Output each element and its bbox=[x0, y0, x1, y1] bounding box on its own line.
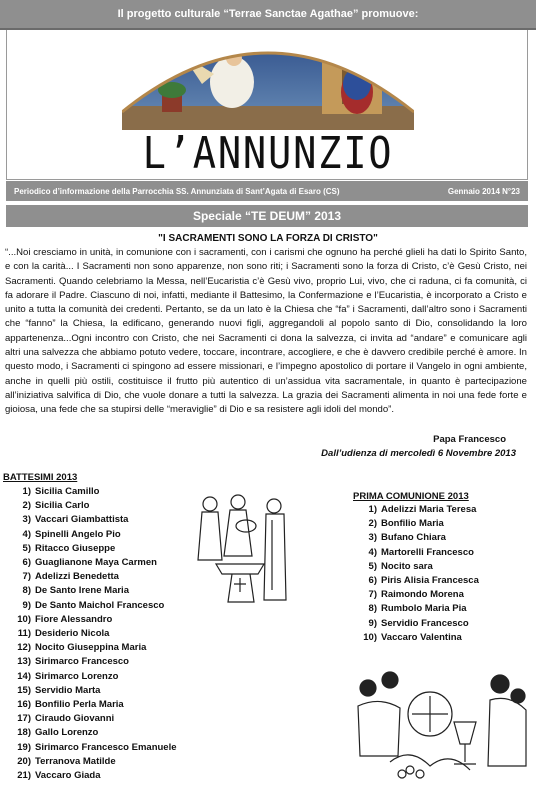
list-name: Adelizzi Maria Teresa bbox=[381, 504, 477, 515]
project-line: Il progetto culturale “Terrae Sanctae Agathae” promuove: bbox=[117, 8, 419, 20]
list-name: Ritacco Giuseppe bbox=[35, 542, 116, 554]
list-number: 13) bbox=[17, 656, 31, 668]
list-number: 10) bbox=[363, 631, 377, 643]
list-item bbox=[5, 769, 205, 783]
annunciation-fresco-image bbox=[122, 34, 414, 130]
issue-number: Gennaio 2014 N°23 bbox=[447, 186, 520, 196]
list-item bbox=[355, 602, 535, 616]
info-bar bbox=[6, 181, 528, 201]
list-name: Sirimarco Francesco Emanuele bbox=[35, 741, 177, 753]
periodical-description: Periodico d’informazione della Parrocchia SS. Annunziata di Sant’Agata di Esaro (CS) bbox=[14, 186, 340, 196]
list-number: 2) bbox=[22, 500, 31, 512]
list-number: 5) bbox=[22, 542, 31, 554]
list-name: Vaccaro Giada bbox=[35, 770, 101, 782]
list-item bbox=[355, 560, 535, 574]
list-number: 16) bbox=[17, 699, 31, 711]
list-item bbox=[355, 517, 535, 531]
list-item bbox=[5, 584, 205, 598]
list-item bbox=[355, 617, 535, 631]
article-author: Papa Francesco bbox=[433, 434, 506, 445]
list-item bbox=[5, 670, 205, 684]
list-name: Desiderio Nicola bbox=[35, 628, 110, 640]
list-number: 7) bbox=[22, 571, 31, 583]
list-item bbox=[355, 574, 535, 588]
list-name: Bonfilio Maria bbox=[381, 518, 444, 530]
list-number: 5) bbox=[368, 560, 377, 572]
article-title: "I SACRAMENTI SONO LA FORZA DI CRISTO" bbox=[158, 233, 378, 244]
list-number: 18) bbox=[17, 727, 31, 739]
list-number: 8) bbox=[368, 603, 377, 615]
list-name: Piris Alisia Francesca bbox=[381, 575, 479, 587]
article-body bbox=[5, 246, 527, 418]
list-item bbox=[5, 485, 205, 499]
list-item bbox=[5, 542, 205, 556]
project-banner bbox=[0, 0, 536, 30]
list-number: 6) bbox=[368, 575, 377, 587]
list-item bbox=[5, 655, 205, 669]
list-name: Sicilia Carlo bbox=[35, 500, 90, 512]
list-item bbox=[5, 684, 205, 698]
list-item bbox=[5, 556, 205, 570]
list-number: 1) bbox=[368, 504, 377, 515]
list-item bbox=[5, 513, 205, 527]
battesimi-list bbox=[5, 485, 205, 783]
list-name: Bufano Chiara bbox=[381, 532, 446, 544]
list-name: Nocito sara bbox=[381, 560, 433, 572]
list-name: Nocito Giuseppina Maria bbox=[35, 642, 147, 654]
list-name: Rumbolo Maria Pia bbox=[381, 603, 467, 615]
list-name: Guaglianone Maya Carmen bbox=[35, 557, 157, 569]
list-number: 21) bbox=[17, 770, 31, 782]
list-item bbox=[355, 631, 535, 645]
list-item bbox=[5, 741, 205, 755]
list-item bbox=[5, 726, 205, 740]
special-title: Speciale “TE DEUM” 2013 bbox=[192, 209, 342, 223]
battesimi-heading: BATTESIMI 2013 bbox=[3, 472, 78, 483]
list-number: 7) bbox=[368, 589, 377, 601]
list-item bbox=[5, 570, 205, 584]
list-name: Sirimarco Francesco bbox=[35, 656, 129, 668]
list-name: De Santo Irene Maria bbox=[35, 585, 129, 597]
special-banner bbox=[6, 205, 528, 227]
list-name: Gallo Lorenzo bbox=[35, 727, 99, 739]
list-item bbox=[5, 755, 205, 769]
list-number: 4) bbox=[368, 546, 377, 558]
list-name: Bonfilio Perla Maria bbox=[35, 699, 124, 711]
list-number: 17) bbox=[17, 713, 31, 725]
list-number: 9) bbox=[22, 599, 31, 611]
list-number: 10) bbox=[17, 613, 31, 625]
list-number: 8) bbox=[22, 585, 31, 597]
list-number: 3) bbox=[22, 514, 31, 526]
list-number: 4) bbox=[22, 528, 31, 540]
list-item bbox=[5, 613, 205, 627]
list-name: Martorelli Francesco bbox=[381, 546, 474, 558]
list-name: Vaccari Giambattista bbox=[35, 514, 129, 526]
list-number: 20) bbox=[17, 755, 31, 767]
list-name: Spinelli Angelo Pio bbox=[35, 528, 121, 540]
comunione-list bbox=[355, 503, 535, 645]
first-communion-illustration bbox=[350, 666, 530, 780]
list-number: 19) bbox=[17, 741, 31, 753]
list-name: De Santo Maichol Francesco bbox=[35, 599, 165, 611]
list-name: Ciraudo Giovanni bbox=[35, 713, 115, 725]
list-item bbox=[5, 698, 205, 712]
baptism-illustration bbox=[188, 490, 298, 610]
list-item bbox=[5, 528, 205, 542]
list-item bbox=[5, 599, 205, 613]
list-name: Adelizzi Benedetta bbox=[35, 571, 119, 583]
list-number: 15) bbox=[17, 684, 31, 696]
list-name: Sirimarco Lorenzo bbox=[35, 670, 119, 682]
list-name: Fiore Alessandro bbox=[35, 613, 113, 625]
list-number: 2) bbox=[368, 518, 377, 530]
list-name: Raimondo Morena bbox=[381, 589, 464, 601]
list-item bbox=[355, 546, 535, 560]
list-number: 6) bbox=[22, 557, 31, 569]
comunione-heading: PRIMA COMUNIONE 2013 bbox=[353, 491, 469, 502]
list-name: Servidio Marta bbox=[35, 684, 101, 696]
list-item bbox=[5, 641, 205, 655]
article-text: “...Noi cresciamo in unità, in comunione con i sacramenti, con i carismi che ognuno ha perché glieli ha dati lo Spirito Santo, e con la carità... I Sacramenti non sono apparenze, non sono riti; i Sacramenti sono la forza di Cristo, c’è Gesù Cristo, nei Sacramenti. Quando celebriamo la Messa, nell’Eucaristia c’è Gesù vivo, proprio Lui, vivo, che ci raduna, ci fa comunità, ci fa adorare il Padre. Ciascuno di noi, infatti, mediante il Battesimo, la Confermazione e l’Eucaristia, è incorporato a Cristo e unito a tutta la comunità dei credenti. Pertanto, se da un lato è la Chiesa che “fa” i Sacramenti, dall’altro sono i Sacramenti che “fanno” la Chiesa, la edificano, generando nuovi figli, aggregandoli al popolo santo di Dio, consolidando la loro appartenenza...Ogni incontro con Cristo, che nei Sacramenti ci dona la salvezza, ci invita ad “andare” e comunicare agli altri una salvezza che abbiamo potuto vedere, toccare, incontrare, accogliere, e che è davvero credibile perché è amore. In questo modo, i Sacramenti ci spingono ad essere missionari, e l’impegno apostolico di portare il Vangelo in ogni ambiente, anche in quelli più ostili, costituisce il frutto più autentico di un’assidua vita sacramentale, in quanto è partecipazione all’iniziativa salvifica di Dio, che vuole donare a tutti la salvezza. La grazia dei Sacramenti alimenta in noi una fede forte e gioiosa, una fede che sa stupirsi delle “meraviglie” di Dio e sa resistere agli idoli del mondo”. bbox=[5, 247, 527, 416]
list-item bbox=[355, 503, 535, 517]
list-number: 1) bbox=[22, 486, 31, 497]
list-name: Vaccaro Valentina bbox=[381, 631, 462, 643]
list-item bbox=[5, 712, 205, 726]
newspaper-masthead: L’ANNUNZIO bbox=[142, 128, 394, 179]
list-item bbox=[355, 531, 535, 545]
list-item bbox=[5, 627, 205, 641]
list-item bbox=[355, 588, 535, 602]
list-number: 14) bbox=[17, 670, 31, 682]
list-number: 12) bbox=[17, 642, 31, 654]
list-name: Sicilia Camillo bbox=[35, 486, 100, 497]
list-item bbox=[5, 499, 205, 513]
article-source: Dall’udienza di mercoledì 6 Novembre 2013 bbox=[321, 448, 516, 459]
list-number: 3) bbox=[368, 532, 377, 544]
list-name: Terranova Matilde bbox=[35, 755, 116, 767]
list-number: 9) bbox=[368, 617, 377, 629]
list-name: Servidio Francesco bbox=[381, 617, 469, 629]
list-number: 11) bbox=[17, 628, 31, 640]
